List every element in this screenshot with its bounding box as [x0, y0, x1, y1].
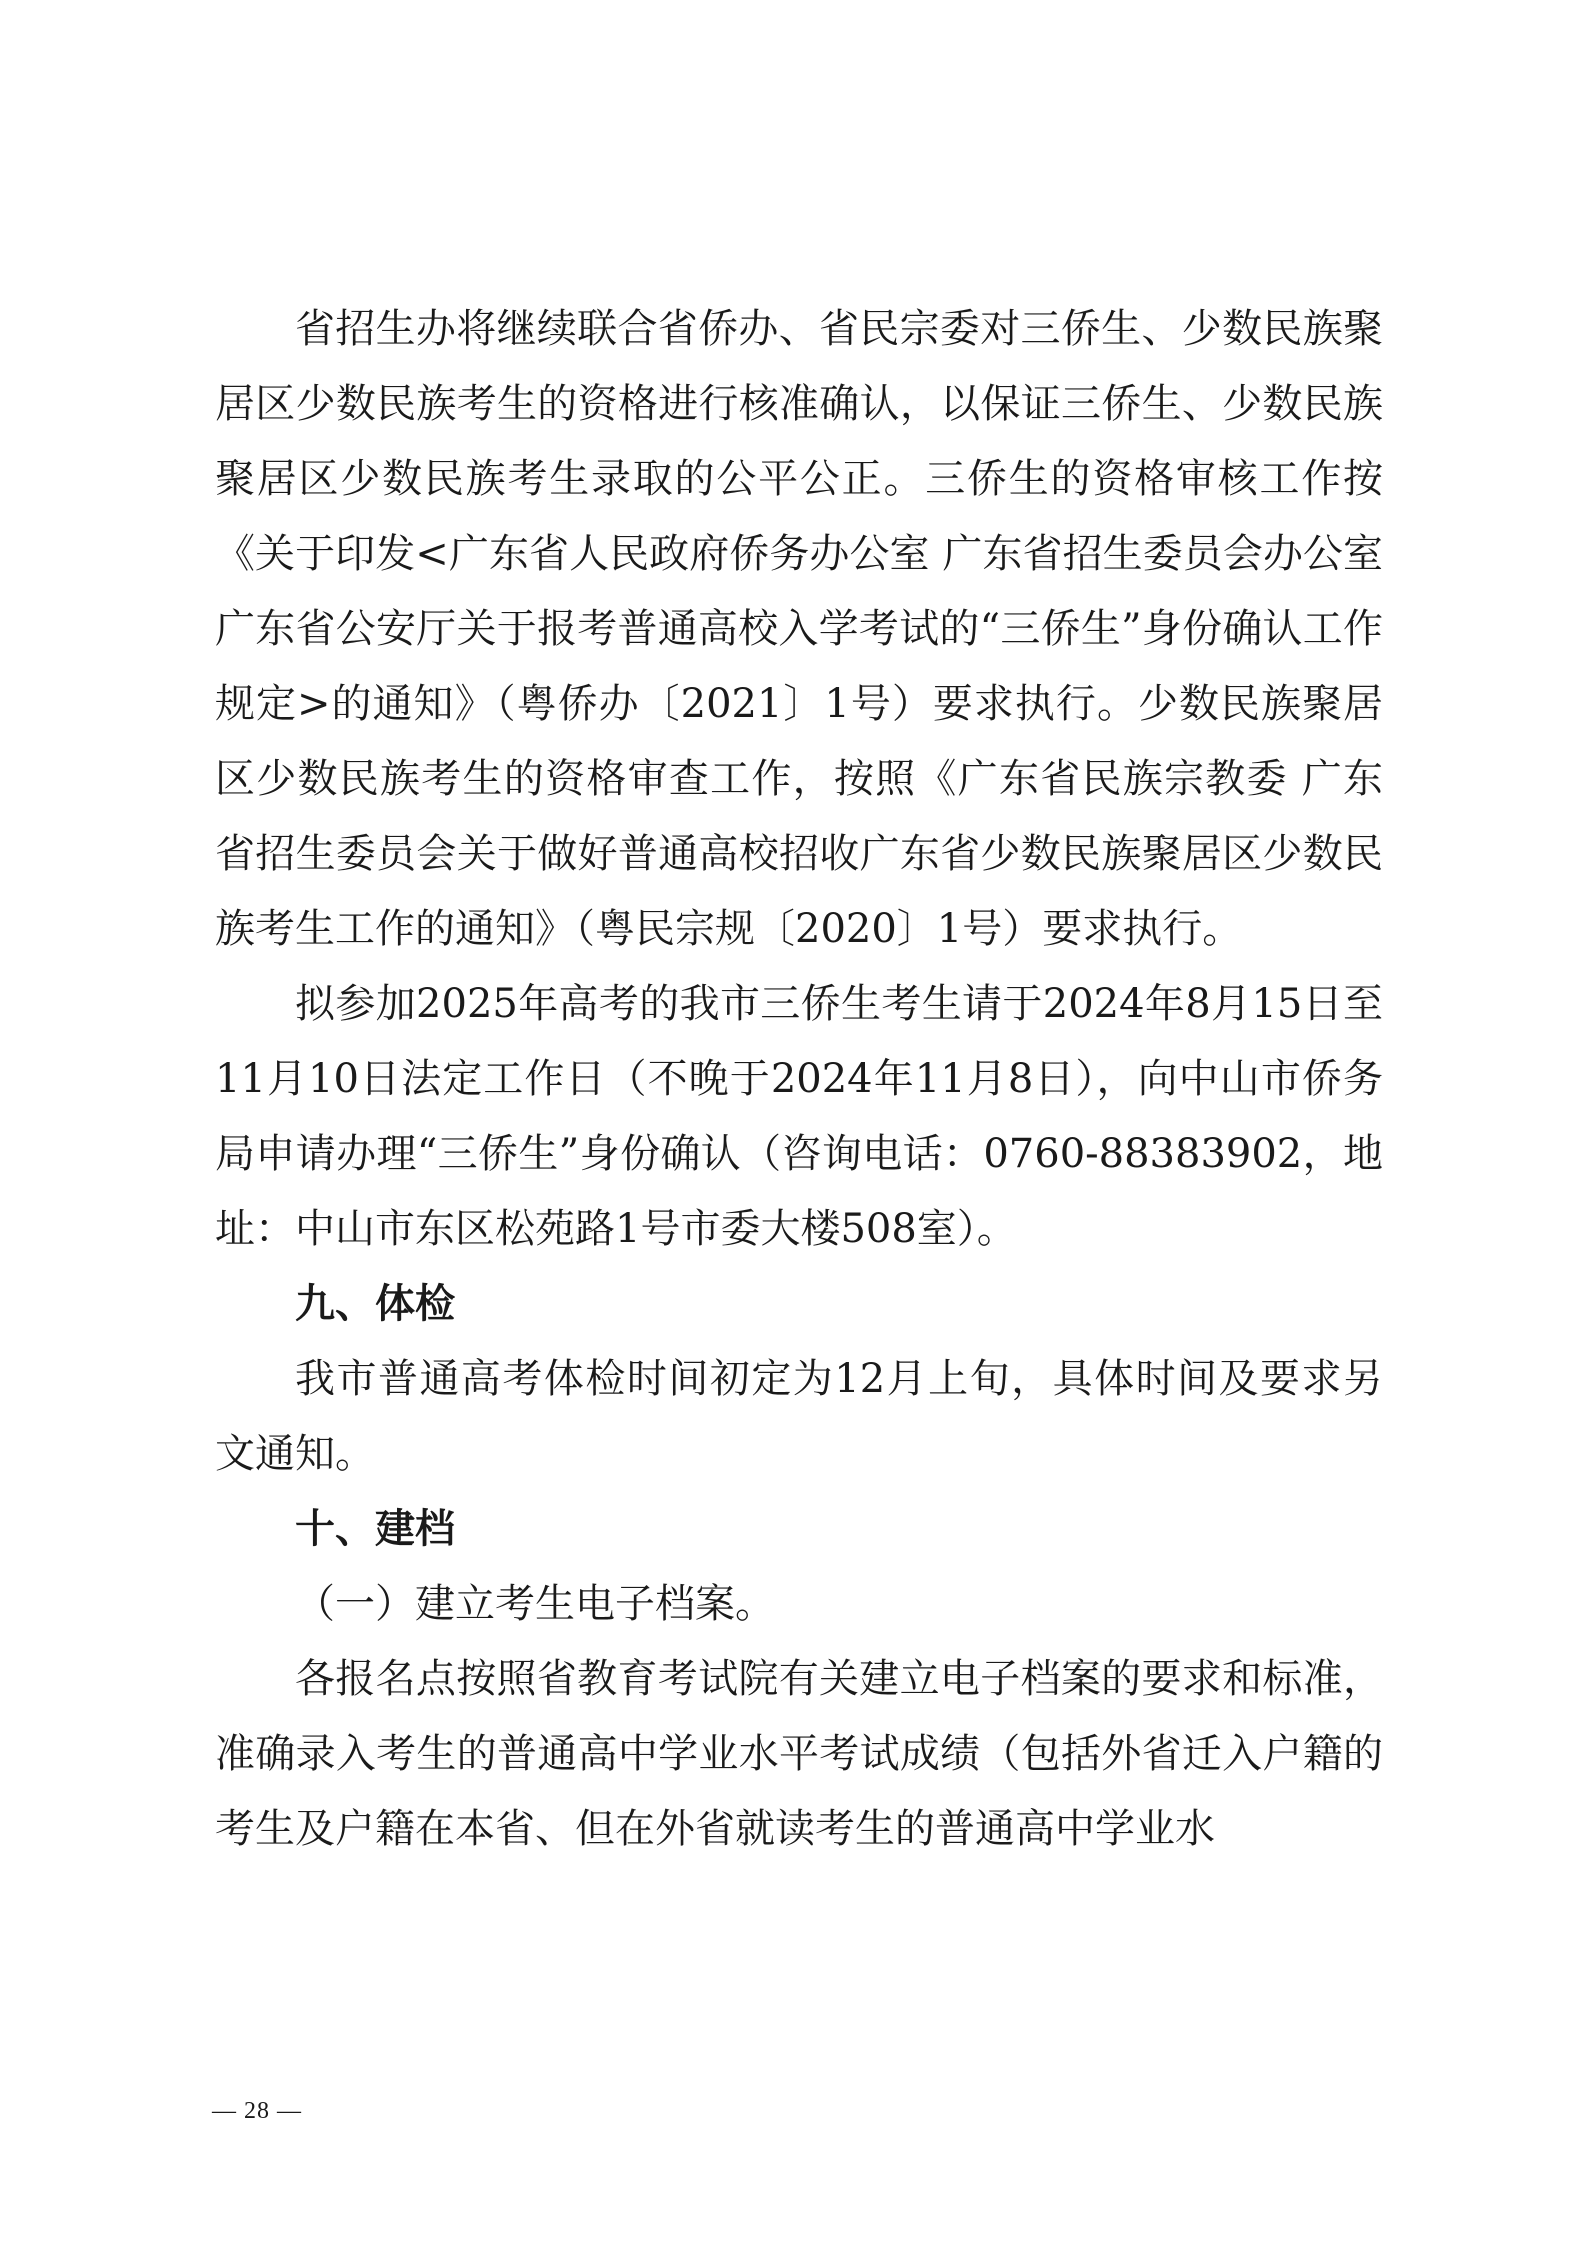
section-heading-archive: 十、建档 [295, 1506, 455, 1552]
subsection-heading-electronic-archive: （一）建立考生电子档案。 [295, 1581, 775, 1627]
section-heading-physical-exam: 九、体检 [295, 1281, 455, 1327]
document-body [215, 292, 1383, 1867]
paragraph-physical-exam: 我市普通高考体检时间初定为12月上旬，具体时间及要求另文通知。 [215, 1356, 1383, 1477]
paragraph-qualification-review: 省招生办将继续联合省侨办、省民宗委对三侨生、少数民族聚居区少数民族考生的资格进行核准确认，以保证三侨生、少数民族聚居区少数民族考生录取的公平公正。三侨生的资格审核工作按《关于印发<广东省人民政府侨务办公室 广东省招生委员会办公室 广东省公安厅关于报考普通高校入学考试的“三侨生”身份确认工作规定>的通知》（粤侨办〔2021〕1号）要求执行。少数民族聚居区少数民族考生的资格审查工作，按照《广东省民族宗教委 广东省招生委员会关于做好普通高校招收广东省少数民族聚居区少数民族考生工作的通知》（粤民宗规〔2020〕1号）要求执行。 [215, 306, 1383, 952]
paragraph-electronic-archive: 各报名点按照省教育考试院有关建立电子档案的要求和标准，准确录入考生的普通高中学业水平考试成绩（包括外省迁入户籍的考生及户籍在本省、但在外省就读考生的普通高中学业水 [215, 1656, 1383, 1852]
page-number: — 28 — [212, 2098, 302, 2124]
paragraph-sanqiao-application: 拟参加2025年高考的我市三侨生考生请于2024年8月15日至11月10日法定工作日（不晚于2024年11月8日），向中山市侨务局申请办理“三侨生”身份确认（咨询电话：0760-88383902，地址：中山市东区松苑路1号市委大楼508室）。 [215, 981, 1383, 1252]
